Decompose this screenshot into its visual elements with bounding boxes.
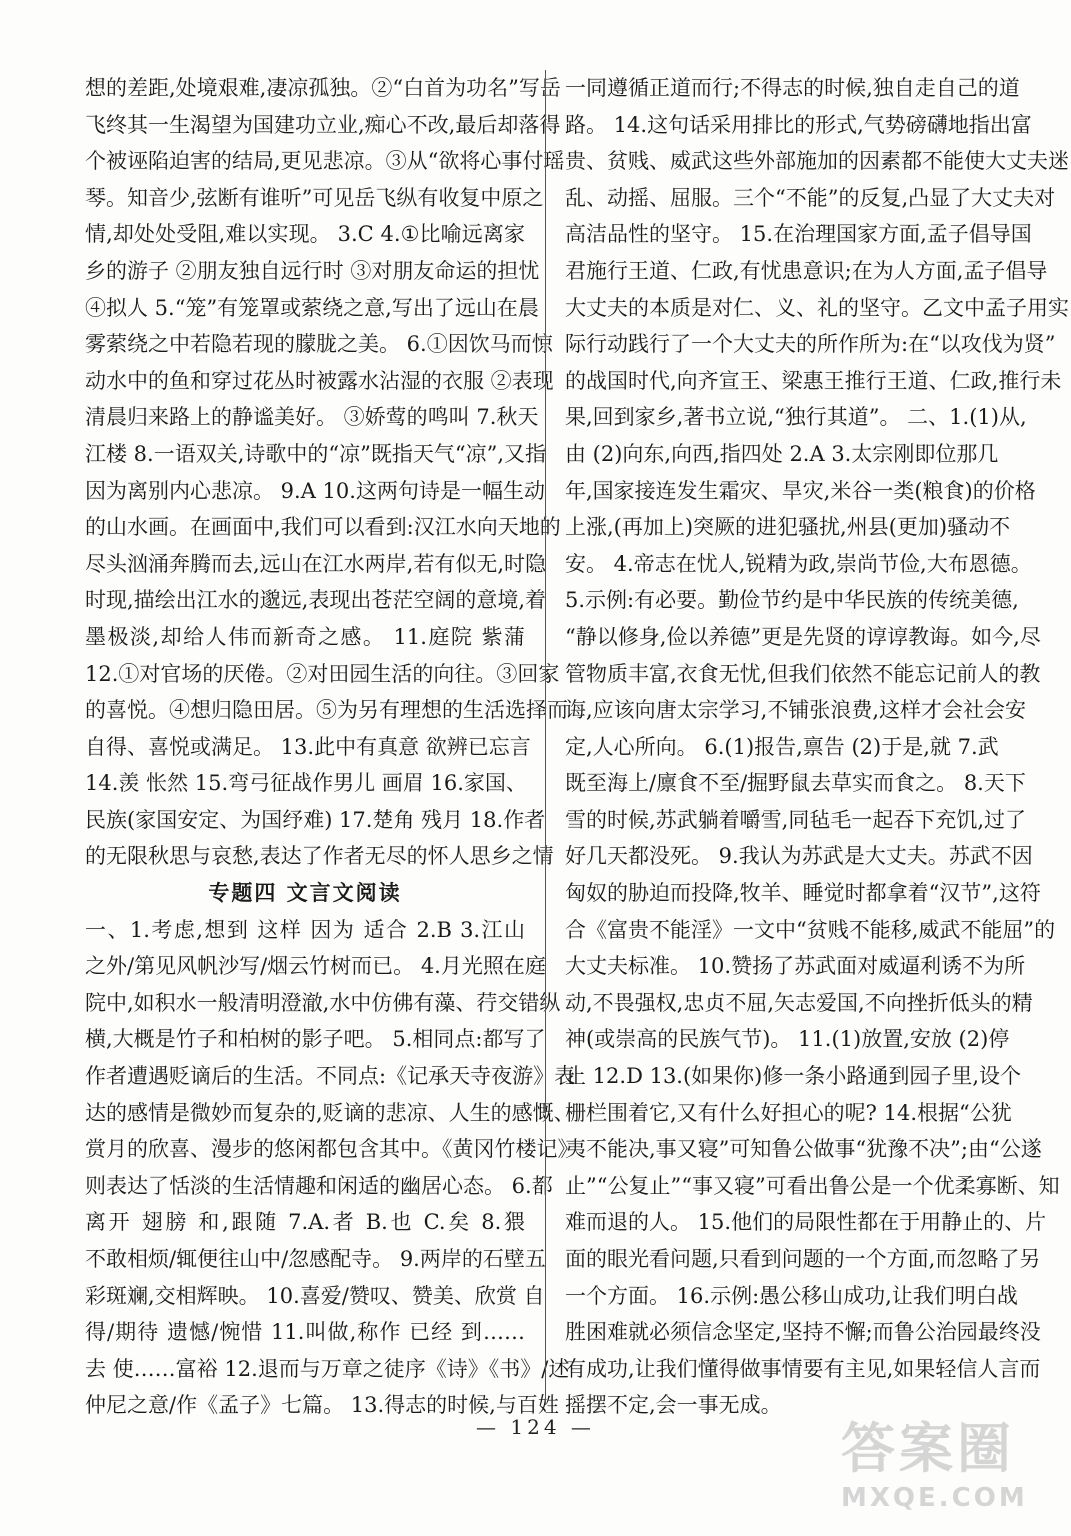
text-line: 好几天都没死。 9.我认为苏武是大丈夫。苏武不因 — [565, 844, 1033, 869]
text-line: 尽头汹涌奔腾而去,远山在江水两岸,若有似无,时隐 — [85, 551, 547, 576]
text-line: 面的眼光看问题,只看到问题的一个方面,而忽略了另 — [565, 1247, 1041, 1271]
text-line: 管物质丰富,衣食无忧,但我们依然不能忘记前人的教 — [565, 661, 1041, 686]
text-line: 江楼 8.一语双关,诗歌中的“凉”既指天气“凉”,又指 — [85, 441, 547, 466]
text-line: 雾萦绕之中若隐若现的朦胧之美。 6.①因饮马而惊 — [85, 332, 553, 357]
text-line: 12.①对官场的厌倦。②对田园生活的向往。③回家 — [85, 661, 560, 686]
text-line: 安。 4.帝志在忧人,锐精为政,崇尚节俭,大布恩德。 — [565, 551, 1032, 576]
text-line: 雪的时候,苏武躺着嚼雪,同毡毛一起吞下充饥,过了 — [565, 807, 1027, 832]
text-line: 则表达了恬淡的生活情趣和闲适的幽居心态。 6.都 — [85, 1173, 553, 1198]
text-line: 动,不畏强权,忠贞不屈,矢志爱国,不向挫折低头的精 — [565, 990, 1033, 1015]
text-line: 去 使……富裕 12.退而与万章之徒序《诗》《书》/述 — [85, 1356, 570, 1381]
text-line: 止”“公复止”“事又寝”可看出鲁公是一个优柔寡断、知 — [565, 1173, 1060, 1198]
text-line: 定,人心所向。 6.(1)报告,禀告 (2)于是,就 7.武 — [565, 734, 999, 759]
text-line: 彩斑斓,交相辉映。 10.喜爱/赞叹、赞美、欣赏 自 — [85, 1283, 545, 1308]
column-divider — [545, 70, 546, 1405]
section-title: 专题四 文言文阅读 — [208, 881, 402, 906]
text-line: 个被诬陷迫害的结局,更见悲凉。③从“欲将心事付瑶 — [85, 149, 565, 174]
text-line: 果,回到家乡,著书立说,“独行其道”。 二、1.(1)从, — [565, 405, 1027, 430]
text-line: 胜困难就必须信念坚定,坚持不懈;而鲁公治园最终没 — [565, 1320, 1041, 1345]
watermark-url: MXQE.COM — [841, 1483, 1028, 1513]
left-text-column — [85, 70, 579, 1424]
text-line: 栅栏围着它,又有什么好担心的呢? 14.根据“公犹 — [565, 1100, 1012, 1125]
text-line: 仲尼之意/作《孟子》七篇。 13.得志的时候,与百姓 — [85, 1393, 559, 1418]
text-line: 自得、喜悦或满足。 13.此中有真意 欲辨已忘言 — [85, 734, 531, 759]
text-line: 动水中的鱼和穿过花丛时被露水沾湿的衣服 ②表现 — [85, 368, 554, 393]
page-number: — 124 — — [476, 1415, 595, 1439]
text-line: 匈奴的胁迫而投降,牧羊、睡觉时都拿着“汉节”,这符 — [565, 881, 1041, 906]
text-line: 因为离别内心悲凉。 9.A 10.这两句诗是一幅生动 — [85, 478, 545, 503]
text-line: 大丈夫的本质是对仁、义、礼的坚守。乙文中孟子用实 — [565, 295, 1069, 320]
text-line: 离开 翅膀 和,跟随 7.A.者 B.也 C.矣 8.猥 — [85, 1210, 525, 1235]
text-line: 院中,如积水一般清明澄澈,水中仿佛有藻、荇交错纵 — [85, 990, 561, 1015]
text-line: “静以修身,俭以养德”更是先贤的谆谆教诲。如今,尽 — [565, 624, 1041, 649]
text-line: 飞终其一生渴望为国建功立业,痴心不改,最后却落得 — [85, 112, 561, 137]
text-line: 的战国时代,向齐宣王、梁惠王推行王道、仁政,推行未 — [565, 368, 1062, 393]
text-line: 民族(家国安定、为国纾难) 17.楚角 残月 18.作者 — [85, 807, 546, 832]
text-line: 既至海上/廪食不至/掘野鼠去草实而食之。 8.天下 — [565, 771, 1026, 796]
text-line: 乱、动摇、屈服。三个“不能”的反复,凸显了大丈夫对 — [565, 185, 1056, 210]
text-line: 年,国家接连发生霜灾、旱灾,米谷一类(粮食)的价格 — [565, 478, 1036, 503]
text-line: 时现,描绘出江水的邈远,表现出苍茫空阔的意境,着 — [85, 588, 547, 613]
text-line: 难而退的人。 15.他们的局限性都在于用静止的、片 — [565, 1210, 1047, 1235]
text-line: 清晨归来路上的静谧美好。 ③娇莺的鸣叫 7.秋天 — [85, 405, 539, 430]
text-line: 想的差距,处境艰难,凄凉孤独。②“白首为功名”写岳 — [85, 76, 561, 100]
text-line: 情,却处处受阻,难以实现。 3.C 4.①比喻远离家 — [85, 222, 525, 247]
text-line: 不敢相烦/辄便往山中/忽感配寺。 9.两岸的石壁五 — [85, 1247, 546, 1271]
text-line: 的山水画。在画面中,我们可以看到:汉江水向天地的 — [85, 515, 561, 540]
text-line: 乡的游子 ②朋友独自远行时 ③对朋友命运的担忧 — [85, 258, 540, 283]
text-line: 作者遭遇贬谪后的生活。不同点:《记承天寺夜游》表 — [85, 1064, 576, 1089]
text-line: 得/期待 遗憾/惋惜 11.叫做,称作 已经 到…… — [85, 1320, 525, 1345]
text-line: 神(或崇高的民族气节)。 11.(1)放置,安放 (2)停 — [565, 1027, 1010, 1052]
text-line: 的无限秋思与哀愁,表达了作者无尽的怀人思乡之情 — [85, 844, 554, 869]
text-line: 14.羡 怅然 15.弯弓征战作男儿 画眉 16.家国、 — [85, 771, 527, 796]
text-line: 摇摆不定,会一事无成。 — [565, 1393, 782, 1418]
text-line: 一个方面。 16.示例:愚公移山成功,让我们明白战 — [565, 1283, 1018, 1308]
text-line: 上涨,(再加上)突厥的进犯骚扰,州县(更加)骚动不 — [565, 515, 1011, 540]
text-line: 夷不能决,事又寝”可知鲁公做事“犹豫不决”;由“公遂 — [565, 1137, 1042, 1162]
text-line: 达的感情是微妙而复杂的,贬谪的悲凉、人生的感慨、 — [85, 1100, 575, 1125]
text-line: 一、1.考虑,想到 这样 因为 适合 2.B 3.江山 — [85, 917, 525, 942]
text-line: 止 12.D 13.(如果你)修一条小路通到园子里,设个 — [565, 1064, 1022, 1089]
text-line: 墨极淡,却给人伟而新奇之感。 11.庭院 紫蒲 — [85, 624, 525, 649]
text-line: 诲,应该向唐太宗学习,不铺张浪费,这样才会社会安 — [565, 698, 1027, 723]
text-line: 赏月的欣喜、漫步的悠闲都包含其中。《黄冈竹楼记》 — [85, 1137, 579, 1162]
text-line: 大丈夫标准。 10.赞扬了苏武面对威逼利诱不为所 — [565, 954, 1026, 979]
text-line: 5.示例:有必要。勤俭节约是中华民族的传统美德, — [565, 588, 1019, 613]
text-line: ④拟人 5.“笼”有笼罩或萦绕之意,写出了远山在晨 — [85, 295, 539, 320]
text-line: 君施行王道、仁政,有忧患意识;在为人方面,孟子倡导 — [565, 258, 1048, 283]
right-text-column — [565, 70, 1069, 1424]
text-line: 合《富贵不能淫》一文中“贫贱不能移,威武不能屈”的 — [565, 917, 1056, 942]
text-line: 高洁品性的坚守。 15.在治理国家方面,孟子倡导国 — [565, 222, 1032, 247]
text-line: 横,大概是竹子和柏树的影子吧。 5.相同点:都写了 — [85, 1027, 546, 1052]
text-line: 一同遵循正道而行;不得志的时候,独自走自己的道 — [565, 76, 1020, 100]
watermark-brand: 答案圈 — [841, 1417, 1015, 1480]
text-line: 的喜悦。④想归隐田居。⑤为另有理想的生活选择而 — [85, 698, 568, 723]
watermark-logo — [841, 1406, 1041, 1516]
text-line: 之外/第见风帆沙写/烟云竹树而已。 4.月光照在庭 — [85, 954, 546, 979]
text-line: 路。 14.这句话采用排比的形式,气势磅礴地指出富 — [565, 112, 1032, 137]
text-line: 琴。知音少,弦断有谁听”可见岳飞纵有收复中原之 — [85, 185, 544, 210]
text-line: 际行动践行了一个大丈夫的所作所为:在“以攻伐为贤” — [565, 332, 1056, 357]
text-line: 由 (2)向东,向西,指四处 2.A 3.太宗刚即位那几 — [565, 441, 999, 466]
text-line: 贵、贫贱、威武这些外部施加的因素都不能使大丈夫迷 — [565, 149, 1069, 174]
text-line: 有成功,让我们懂得做事情要有主见,如果轻信人言而 — [565, 1356, 1041, 1381]
